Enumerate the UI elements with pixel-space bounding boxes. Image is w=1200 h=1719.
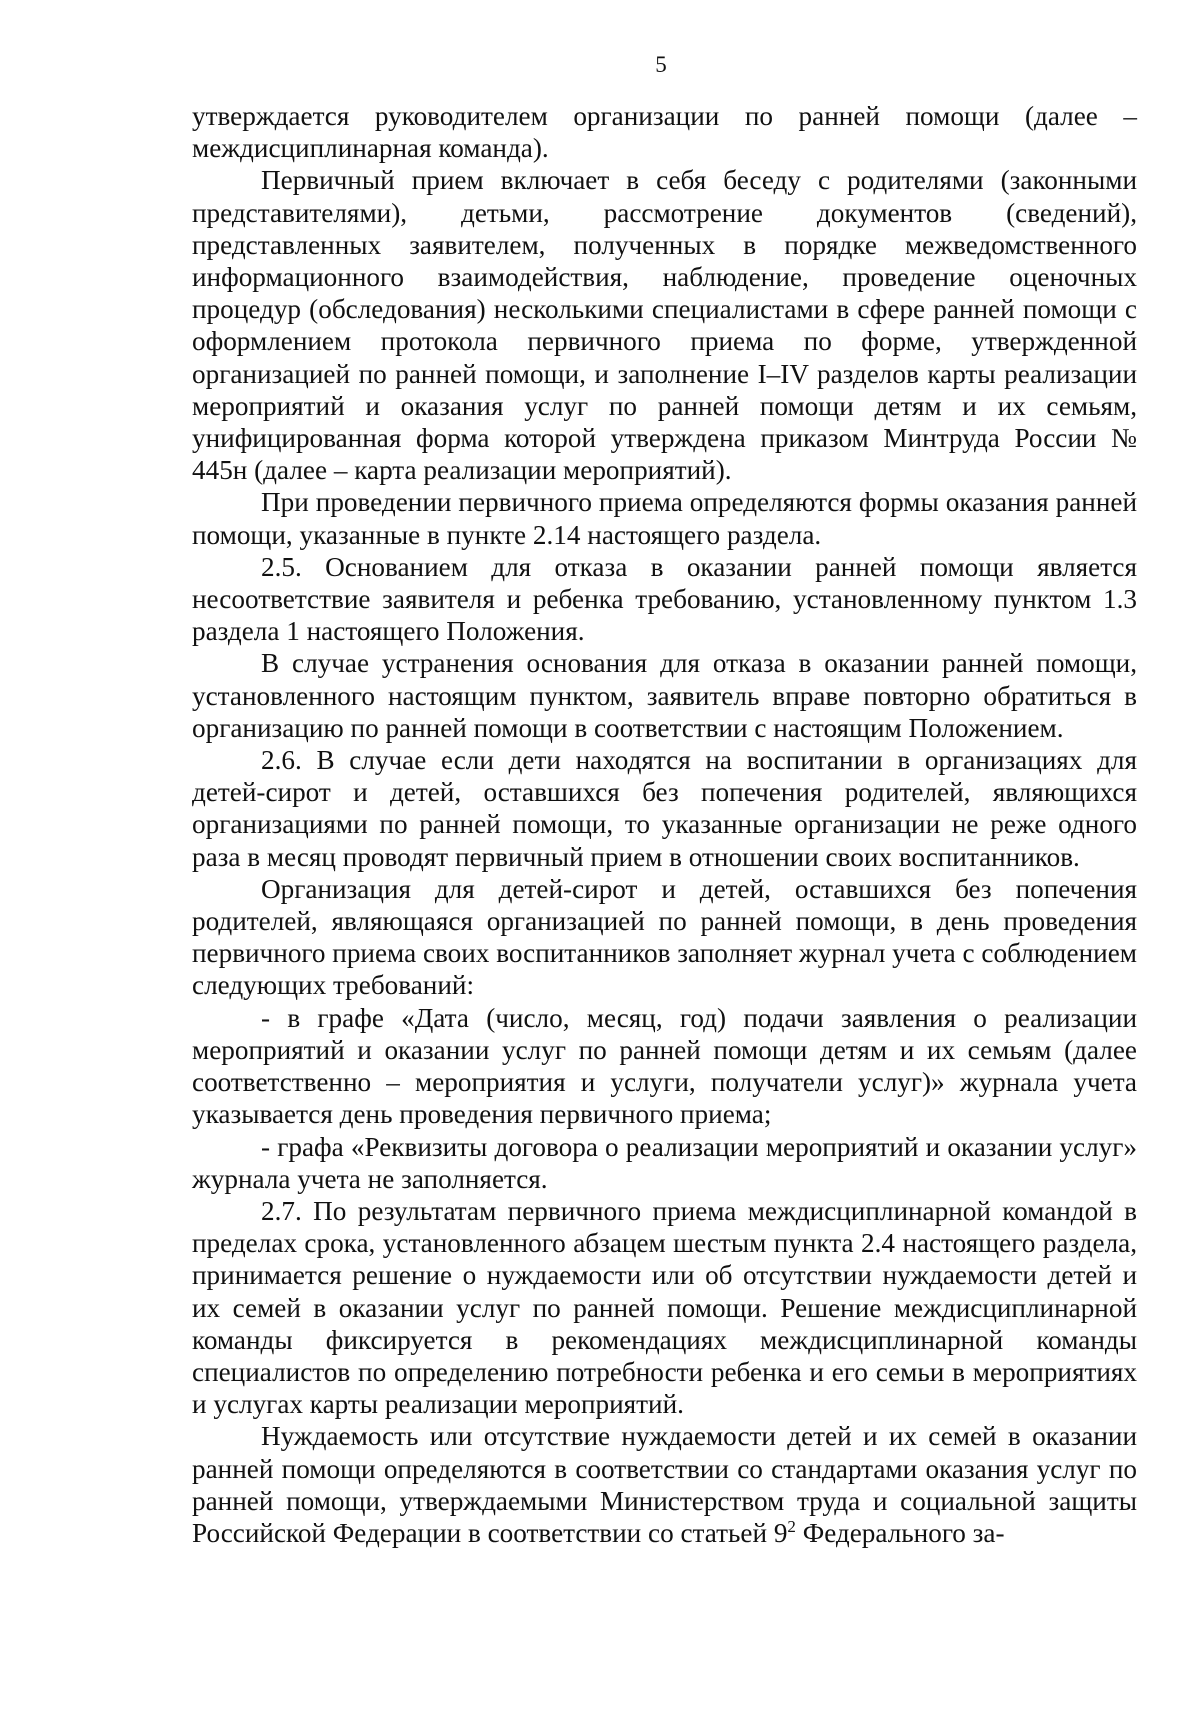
paragraph: - графа «Реквизиты договора о реализации мероприятий и оказании услуг» журнала учета не заполняется. [192,1131,1137,1194]
paragraph: 2.6. В случае если дети находятся на воспитании в организациях для детей-сирот и детей, оставшихся без попечения родителей, являющихся организациями по ранней помощи, то указанные организации не реже одного раза в месяц проводят первичный прием в отношении своих воспитанников. [192,745,1137,872]
paragraph: В случае устранения основания для отказа в оказании ранней помощи, установленного настоящим пунктом, заявитель вправе повторно обратиться в организацию по ранней помощи в соответствии с настоящим Положением. [192,648,1137,743]
paragraph: утверждается руководителем организации по ранней помощи (далее – междисциплинарная команда). [192,101,1137,164]
paragraph: 2.7. По результатам первичного приема междисциплинарной командой в пределах срока, установленного абзацем шестым пункта 2.4 настоящего раздела, принимается решение о нуждаемости или об отсутствии нуждаемости детей и их семей в оказании услуг по ранней помощи. Решение междисциплинарной команды фиксируется в рекомендациях междисциплинарной команды специалистов по определению потребности ребенка и его семьи в мероприятиях и услугах карты реализации мероприятий. [192,1195,1137,1420]
paragraph-text: Нуждаемость или отсутствие нуждаемости детей и их семей в оказании ранней помощи определяются в соответствии со стандартами оказания услуг по ранней помощи, утверждаемыми Министерством труда и социальной защиты Российской Федерации в соответствии со статьей 9 [192,1421,1137,1548]
paragraph [192,1420,1137,1549]
paragraph: Первичный прием включает в себя беседу с родителями (законными представителями), детьми, рассмотрение документов (сведений), представленных заявителем, полученных в порядке межведомственного информационного взаимодействия, наблюдение, проведение оценочных процедур (обследования) несколькими специалистами в сфере ранней помощи с оформлением протокола первичного приема по форме, утвержденной организацией по ранней помощи, и заполнение I–IV разделов карты реализации мероприятий и оказания услуг по ранней помощи детям и их семьям, унифицированная форма которой утверждена приказом Минтруда России № 445н (далее – карта реализации мероприятий). [192,165,1137,486]
document-body [192,100,1137,1549]
paragraph: При проведении первичного приема определяются формы оказания ранней помощи, указанные в пункте 2.14 настоящего раздела. [192,487,1137,550]
superscript: 2 [787,1516,796,1536]
paragraph: Организация для детей-сирот и детей, оставшихся без попечения родителей, являющаяся организацией по ранней помощи, в день проведения первичного приема своих воспитанников заполняет журнал учета с соблюдением следующих требований: [192,873,1137,1001]
page-number: 5 [655,52,667,77]
paragraph-tail: Федерального за- [795,1517,1005,1548]
paragraph: - в графе «Дата (число, месяц, год) подачи заявления о реализации мероприятий и оказании услуг по ранней помощи детям и их семьям (далее соответственно – мероприятия и услуги, получатели услуг)» журнала учета указывается день проведения первичного приема; [192,1002,1137,1130]
paragraph: 2.5. Основанием для отказа в оказании ранней помощи является несоответствие заявителя и ребенка требованию, установленному пунктом 1.3 раздела 1 настоящего Положения. [192,551,1137,647]
